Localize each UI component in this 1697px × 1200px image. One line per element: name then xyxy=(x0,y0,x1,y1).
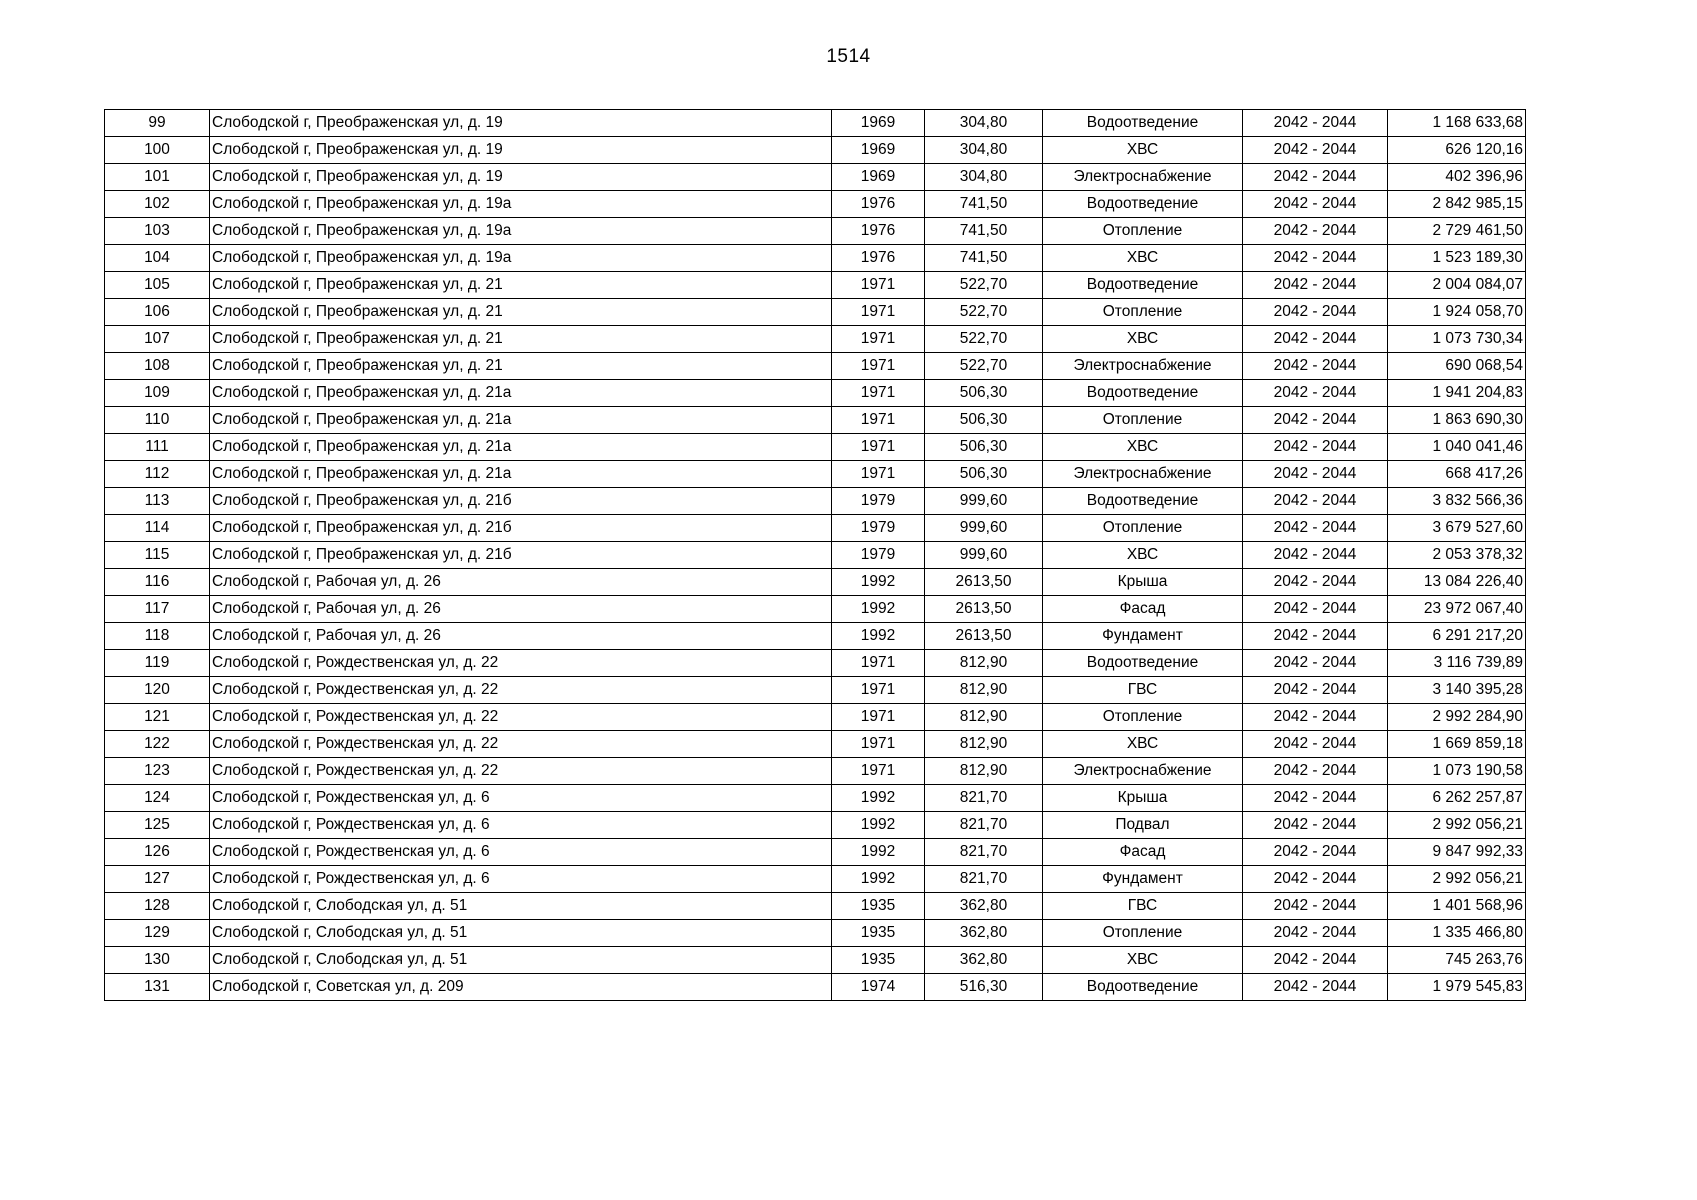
row-number-cell: 119 xyxy=(105,650,210,677)
table-row xyxy=(105,326,1526,353)
cost-cell: 1 168 633,68 xyxy=(1388,110,1526,137)
area-cell: 304,80 xyxy=(925,110,1043,137)
address-cell: Слободской г, Преображенская ул, д. 21б xyxy=(210,488,832,515)
area-cell: 812,90 xyxy=(925,758,1043,785)
area-cell: 741,50 xyxy=(925,245,1043,272)
cost-cell: 2 004 084,07 xyxy=(1388,272,1526,299)
row-number-cell: 131 xyxy=(105,974,210,1001)
build-year-cell: 1979 xyxy=(832,515,925,542)
work-type-cell: Фундамент xyxy=(1043,623,1243,650)
cost-cell: 3 679 527,60 xyxy=(1388,515,1526,542)
area-cell: 522,70 xyxy=(925,353,1043,380)
area-cell: 821,70 xyxy=(925,812,1043,839)
build-year-cell: 1971 xyxy=(832,461,925,488)
period-cell: 2042 - 2044 xyxy=(1243,920,1388,947)
build-year-cell: 1935 xyxy=(832,920,925,947)
cost-cell: 1 401 568,96 xyxy=(1388,893,1526,920)
period-cell: 2042 - 2044 xyxy=(1243,218,1388,245)
cost-cell: 6 291 217,20 xyxy=(1388,623,1526,650)
table-row xyxy=(105,920,1526,947)
build-year-cell: 1992 xyxy=(832,785,925,812)
area-cell: 821,70 xyxy=(925,866,1043,893)
table-row xyxy=(105,731,1526,758)
row-number-cell: 111 xyxy=(105,434,210,461)
row-number-cell: 100 xyxy=(105,137,210,164)
table-row xyxy=(105,191,1526,218)
cost-cell: 668 417,26 xyxy=(1388,461,1526,488)
area-cell: 741,50 xyxy=(925,191,1043,218)
row-number-cell: 130 xyxy=(105,947,210,974)
row-number-cell: 99 xyxy=(105,110,210,137)
row-number-cell: 104 xyxy=(105,245,210,272)
row-number-cell: 114 xyxy=(105,515,210,542)
work-type-cell: Фасад xyxy=(1043,839,1243,866)
build-year-cell: 1971 xyxy=(832,704,925,731)
row-number-cell: 129 xyxy=(105,920,210,947)
period-cell: 2042 - 2044 xyxy=(1243,839,1388,866)
period-cell: 2042 - 2044 xyxy=(1243,515,1388,542)
build-year-cell: 1992 xyxy=(832,866,925,893)
row-number-cell: 124 xyxy=(105,785,210,812)
build-year-cell: 1971 xyxy=(832,434,925,461)
period-cell: 2042 - 2044 xyxy=(1243,758,1388,785)
table-row xyxy=(105,785,1526,812)
cost-cell: 690 068,54 xyxy=(1388,353,1526,380)
address-cell: Слободской г, Преображенская ул, д. 19 xyxy=(210,110,832,137)
row-number-cell: 110 xyxy=(105,407,210,434)
cost-cell: 1 924 058,70 xyxy=(1388,299,1526,326)
period-cell: 2042 - 2044 xyxy=(1243,623,1388,650)
period-cell: 2042 - 2044 xyxy=(1243,434,1388,461)
cost-cell: 2 992 284,90 xyxy=(1388,704,1526,731)
table-row xyxy=(105,488,1526,515)
area-cell: 2613,50 xyxy=(925,569,1043,596)
row-number-cell: 105 xyxy=(105,272,210,299)
build-year-cell: 1971 xyxy=(832,407,925,434)
area-cell: 362,80 xyxy=(925,893,1043,920)
build-year-cell: 1935 xyxy=(832,893,925,920)
area-cell: 821,70 xyxy=(925,785,1043,812)
table-row xyxy=(105,434,1526,461)
address-cell: Слободской г, Преображенская ул, д. 19 xyxy=(210,164,832,191)
address-cell: Слободской г, Рождественская ул, д. 6 xyxy=(210,812,832,839)
work-type-cell: ХВС xyxy=(1043,434,1243,461)
table-row xyxy=(105,596,1526,623)
work-type-cell: Водоотведение xyxy=(1043,974,1243,1001)
build-year-cell: 1971 xyxy=(832,731,925,758)
period-cell: 2042 - 2044 xyxy=(1243,191,1388,218)
work-type-cell: Электроснабжение xyxy=(1043,353,1243,380)
build-year-cell: 1969 xyxy=(832,164,925,191)
cost-cell: 1 523 189,30 xyxy=(1388,245,1526,272)
work-type-cell: ГВС xyxy=(1043,893,1243,920)
address-cell: Слободской г, Преображенская ул, д. 21 xyxy=(210,299,832,326)
period-cell: 2042 - 2044 xyxy=(1243,272,1388,299)
table-row xyxy=(105,245,1526,272)
address-cell: Слободской г, Рождественская ул, д. 6 xyxy=(210,839,832,866)
row-number-cell: 122 xyxy=(105,731,210,758)
table-row xyxy=(105,407,1526,434)
cost-cell: 3 140 395,28 xyxy=(1388,677,1526,704)
period-cell: 2042 - 2044 xyxy=(1243,731,1388,758)
cost-cell: 1 040 041,46 xyxy=(1388,434,1526,461)
cost-cell: 3 832 566,36 xyxy=(1388,488,1526,515)
period-cell: 2042 - 2044 xyxy=(1243,353,1388,380)
build-year-cell: 1992 xyxy=(832,623,925,650)
period-cell: 2042 - 2044 xyxy=(1243,650,1388,677)
row-number-cell: 126 xyxy=(105,839,210,866)
table-row xyxy=(105,353,1526,380)
cost-cell: 1 669 859,18 xyxy=(1388,731,1526,758)
cost-cell: 2 729 461,50 xyxy=(1388,218,1526,245)
work-type-cell: Водоотведение xyxy=(1043,272,1243,299)
area-cell: 522,70 xyxy=(925,299,1043,326)
period-cell: 2042 - 2044 xyxy=(1243,947,1388,974)
work-type-cell: Электроснабжение xyxy=(1043,461,1243,488)
period-cell: 2042 - 2044 xyxy=(1243,137,1388,164)
work-type-cell: Водоотведение xyxy=(1043,110,1243,137)
work-type-cell: ХВС xyxy=(1043,137,1243,164)
work-type-cell: Фундамент xyxy=(1043,866,1243,893)
row-number-cell: 113 xyxy=(105,488,210,515)
work-type-cell: ХВС xyxy=(1043,542,1243,569)
work-type-cell: Водоотведение xyxy=(1043,191,1243,218)
build-year-cell: 1992 xyxy=(832,812,925,839)
row-number-cell: 117 xyxy=(105,596,210,623)
address-cell: Слободской г, Преображенская ул, д. 21а xyxy=(210,407,832,434)
area-cell: 522,70 xyxy=(925,326,1043,353)
address-cell: Слободской г, Преображенская ул, д. 21 xyxy=(210,272,832,299)
area-cell: 812,90 xyxy=(925,704,1043,731)
cost-cell: 2 992 056,21 xyxy=(1388,812,1526,839)
address-cell: Слободской г, Слободская ул, д. 51 xyxy=(210,947,832,974)
address-cell: Слободской г, Преображенская ул, д. 21а xyxy=(210,461,832,488)
cost-cell: 402 396,96 xyxy=(1388,164,1526,191)
work-type-cell: Электроснабжение xyxy=(1043,164,1243,191)
table-row xyxy=(105,542,1526,569)
address-cell: Слободской г, Рождественская ул, д. 6 xyxy=(210,785,832,812)
row-number-cell: 103 xyxy=(105,218,210,245)
row-number-cell: 106 xyxy=(105,299,210,326)
period-cell: 2042 - 2044 xyxy=(1243,164,1388,191)
area-cell: 821,70 xyxy=(925,839,1043,866)
address-cell: Слободской г, Преображенская ул, д. 21 xyxy=(210,326,832,353)
row-number-cell: 116 xyxy=(105,569,210,596)
build-year-cell: 1969 xyxy=(832,110,925,137)
row-number-cell: 118 xyxy=(105,623,210,650)
cost-cell: 1 073 190,58 xyxy=(1388,758,1526,785)
table-row xyxy=(105,758,1526,785)
area-cell: 304,80 xyxy=(925,164,1043,191)
row-number-cell: 120 xyxy=(105,677,210,704)
address-cell: Слободской г, Преображенская ул, д. 21б xyxy=(210,515,832,542)
work-type-cell: ХВС xyxy=(1043,326,1243,353)
area-cell: 362,80 xyxy=(925,947,1043,974)
period-cell: 2042 - 2044 xyxy=(1243,785,1388,812)
build-year-cell: 1971 xyxy=(832,677,925,704)
cost-cell: 9 847 992,33 xyxy=(1388,839,1526,866)
build-year-cell: 1971 xyxy=(832,758,925,785)
period-cell: 2042 - 2044 xyxy=(1243,866,1388,893)
table-row xyxy=(105,110,1526,137)
table-body xyxy=(105,110,1526,1001)
table-row xyxy=(105,218,1526,245)
table-row xyxy=(105,677,1526,704)
area-cell: 812,90 xyxy=(925,650,1043,677)
period-cell: 2042 - 2044 xyxy=(1243,542,1388,569)
period-cell: 2042 - 2044 xyxy=(1243,461,1388,488)
cost-cell: 23 972 067,40 xyxy=(1388,596,1526,623)
table-row xyxy=(105,947,1526,974)
address-cell: Слободской г, Советская ул, д. 209 xyxy=(210,974,832,1001)
work-type-cell: Отопление xyxy=(1043,704,1243,731)
address-cell: Слободской г, Преображенская ул, д. 21а xyxy=(210,434,832,461)
row-number-cell: 101 xyxy=(105,164,210,191)
work-type-cell: Крыша xyxy=(1043,785,1243,812)
address-cell: Слободской г, Слободская ул, д. 51 xyxy=(210,920,832,947)
area-cell: 506,30 xyxy=(925,461,1043,488)
period-cell: 2042 - 2044 xyxy=(1243,407,1388,434)
area-cell: 362,80 xyxy=(925,920,1043,947)
period-cell: 2042 - 2044 xyxy=(1243,677,1388,704)
period-cell: 2042 - 2044 xyxy=(1243,299,1388,326)
work-type-cell: Фасад xyxy=(1043,596,1243,623)
table-row xyxy=(105,839,1526,866)
row-number-cell: 107 xyxy=(105,326,210,353)
address-cell: Слободской г, Слободская ул, д. 51 xyxy=(210,893,832,920)
address-cell: Слободской г, Преображенская ул, д. 21 xyxy=(210,353,832,380)
table-row xyxy=(105,893,1526,920)
address-cell: Слободской г, Преображенская ул, д. 21а xyxy=(210,380,832,407)
work-type-cell: Подвал xyxy=(1043,812,1243,839)
area-cell: 506,30 xyxy=(925,380,1043,407)
work-type-cell: Отопление xyxy=(1043,920,1243,947)
area-cell: 2613,50 xyxy=(925,596,1043,623)
build-year-cell: 1976 xyxy=(832,191,925,218)
work-type-cell: Отопление xyxy=(1043,218,1243,245)
row-number-cell: 125 xyxy=(105,812,210,839)
row-number-cell: 115 xyxy=(105,542,210,569)
build-year-cell: 1935 xyxy=(832,947,925,974)
cost-cell: 1 863 690,30 xyxy=(1388,407,1526,434)
build-year-cell: 1969 xyxy=(832,137,925,164)
cost-cell: 2 842 985,15 xyxy=(1388,191,1526,218)
area-cell: 999,60 xyxy=(925,542,1043,569)
build-year-cell: 1971 xyxy=(832,380,925,407)
period-cell: 2042 - 2044 xyxy=(1243,380,1388,407)
area-cell: 506,30 xyxy=(925,407,1043,434)
repair-schedule-table xyxy=(104,109,1526,1001)
build-year-cell: 1992 xyxy=(832,596,925,623)
row-number-cell: 127 xyxy=(105,866,210,893)
cost-cell: 626 120,16 xyxy=(1388,137,1526,164)
table-row xyxy=(105,650,1526,677)
work-type-cell: Электроснабжение xyxy=(1043,758,1243,785)
row-number-cell: 109 xyxy=(105,380,210,407)
table-row xyxy=(105,623,1526,650)
cost-cell: 13 084 226,40 xyxy=(1388,569,1526,596)
table-row xyxy=(105,461,1526,488)
area-cell: 999,60 xyxy=(925,515,1043,542)
cost-cell: 6 262 257,87 xyxy=(1388,785,1526,812)
cost-cell: 2 992 056,21 xyxy=(1388,866,1526,893)
cost-cell: 1 941 204,83 xyxy=(1388,380,1526,407)
work-type-cell: Крыша xyxy=(1043,569,1243,596)
address-cell: Слободской г, Рабочая ул, д. 26 xyxy=(210,623,832,650)
work-type-cell: Отопление xyxy=(1043,407,1243,434)
table-row xyxy=(105,164,1526,191)
build-year-cell: 1976 xyxy=(832,218,925,245)
address-cell: Слободской г, Рождественская ул, д. 22 xyxy=(210,650,832,677)
table-row xyxy=(105,515,1526,542)
area-cell: 741,50 xyxy=(925,218,1043,245)
period-cell: 2042 - 2044 xyxy=(1243,893,1388,920)
address-cell: Слободской г, Рождественская ул, д. 22 xyxy=(210,731,832,758)
cost-cell: 3 116 739,89 xyxy=(1388,650,1526,677)
table-row xyxy=(105,974,1526,1001)
work-type-cell: Отопление xyxy=(1043,299,1243,326)
work-type-cell: ХВС xyxy=(1043,731,1243,758)
work-type-cell: ХВС xyxy=(1043,947,1243,974)
build-year-cell: 1976 xyxy=(832,245,925,272)
work-type-cell: ХВС xyxy=(1043,245,1243,272)
area-cell: 2613,50 xyxy=(925,623,1043,650)
work-type-cell: Водоотведение xyxy=(1043,488,1243,515)
area-cell: 812,90 xyxy=(925,731,1043,758)
build-year-cell: 1971 xyxy=(832,299,925,326)
table-row xyxy=(105,299,1526,326)
work-type-cell: Водоотведение xyxy=(1043,650,1243,677)
work-type-cell: Водоотведение xyxy=(1043,380,1243,407)
work-type-cell: Отопление xyxy=(1043,515,1243,542)
address-cell: Слободской г, Рождественская ул, д. 22 xyxy=(210,677,832,704)
cost-cell: 745 263,76 xyxy=(1388,947,1526,974)
area-cell: 506,30 xyxy=(925,434,1043,461)
table-row xyxy=(105,866,1526,893)
build-year-cell: 1971 xyxy=(832,326,925,353)
page-number: 1514 xyxy=(826,46,871,67)
period-cell: 2042 - 2044 xyxy=(1243,596,1388,623)
address-cell: Слободской г, Преображенская ул, д. 21б xyxy=(210,542,832,569)
build-year-cell: 1974 xyxy=(832,974,925,1001)
area-cell: 999,60 xyxy=(925,488,1043,515)
row-number-cell: 128 xyxy=(105,893,210,920)
row-number-cell: 112 xyxy=(105,461,210,488)
address-cell: Слободской г, Преображенская ул, д. 19а xyxy=(210,245,832,272)
table-row xyxy=(105,569,1526,596)
cost-cell: 2 053 378,32 xyxy=(1388,542,1526,569)
build-year-cell: 1992 xyxy=(832,839,925,866)
period-cell: 2042 - 2044 xyxy=(1243,488,1388,515)
address-cell: Слободской г, Преображенская ул, д. 19а xyxy=(210,191,832,218)
table-row xyxy=(105,380,1526,407)
build-year-cell: 1992 xyxy=(832,569,925,596)
address-cell: Слободской г, Рабочая ул, д. 26 xyxy=(210,569,832,596)
cost-cell: 1 073 730,34 xyxy=(1388,326,1526,353)
address-cell: Слободской г, Преображенская ул, д. 19а xyxy=(210,218,832,245)
table-row xyxy=(105,812,1526,839)
build-year-cell: 1971 xyxy=(832,650,925,677)
cost-cell: 1 979 545,83 xyxy=(1388,974,1526,1001)
work-type-cell: ГВС xyxy=(1043,677,1243,704)
row-number-cell: 102 xyxy=(105,191,210,218)
period-cell: 2042 - 2044 xyxy=(1243,110,1388,137)
address-cell: Слободской г, Рождественская ул, д. 22 xyxy=(210,704,832,731)
area-cell: 522,70 xyxy=(925,272,1043,299)
period-cell: 2042 - 2044 xyxy=(1243,326,1388,353)
address-cell: Слободской г, Рабочая ул, д. 26 xyxy=(210,596,832,623)
build-year-cell: 1971 xyxy=(832,272,925,299)
cost-cell: 1 335 466,80 xyxy=(1388,920,1526,947)
table-row xyxy=(105,704,1526,731)
period-cell: 2042 - 2044 xyxy=(1243,704,1388,731)
table-row xyxy=(105,272,1526,299)
address-cell: Слободской г, Рождественская ул, д. 6 xyxy=(210,866,832,893)
address-cell: Слободской г, Рождественская ул, д. 22 xyxy=(210,758,832,785)
area-cell: 304,80 xyxy=(925,137,1043,164)
row-number-cell: 121 xyxy=(105,704,210,731)
table-row xyxy=(105,137,1526,164)
period-cell: 2042 - 2044 xyxy=(1243,974,1388,1001)
build-year-cell: 1979 xyxy=(832,488,925,515)
area-cell: 516,30 xyxy=(925,974,1043,1001)
address-cell: Слободской г, Преображенская ул, д. 19 xyxy=(210,137,832,164)
build-year-cell: 1979 xyxy=(832,542,925,569)
period-cell: 2042 - 2044 xyxy=(1243,812,1388,839)
build-year-cell: 1971 xyxy=(832,353,925,380)
period-cell: 2042 - 2044 xyxy=(1243,569,1388,596)
area-cell: 812,90 xyxy=(925,677,1043,704)
row-number-cell: 123 xyxy=(105,758,210,785)
row-number-cell: 108 xyxy=(105,353,210,380)
period-cell: 2042 - 2044 xyxy=(1243,245,1388,272)
